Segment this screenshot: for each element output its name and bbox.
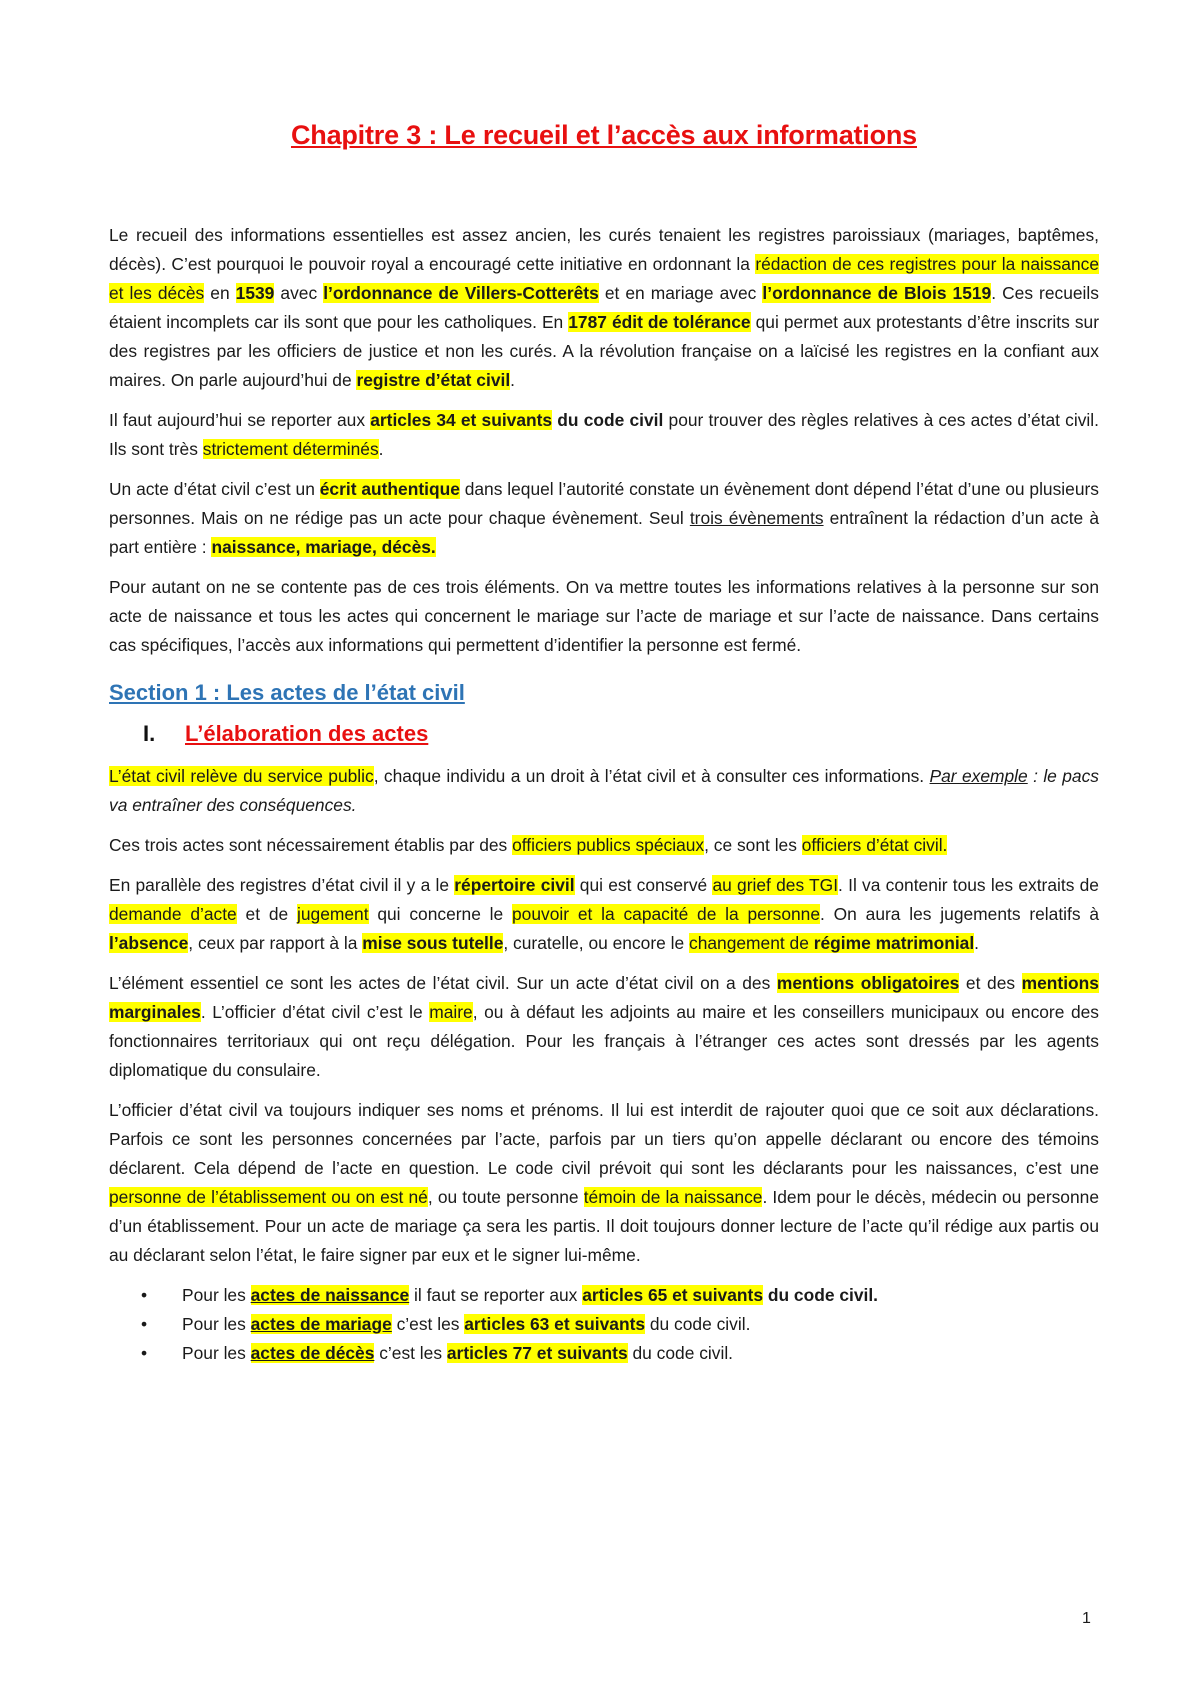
italic-text: : le pacs va entraîner des conséquences. xyxy=(109,766,1099,815)
text: et en mariage avec xyxy=(598,283,763,303)
italic-underlined-text: Par exemple xyxy=(929,766,1028,786)
section-heading: Section 1 : Les actes de l’état civil xyxy=(109,680,465,705)
text: du code civil. xyxy=(627,1343,734,1363)
highlight-bold: mentions marginales xyxy=(109,973,1099,1022)
highlight: demande d’acte xyxy=(109,904,237,924)
highlight-bold: écrit authentique xyxy=(319,479,460,499)
text: . xyxy=(378,439,384,459)
chapter-title: Chapitre 3 : Le recueil et l’accès aux informations xyxy=(290,120,917,150)
text: En parallèle des registres d’état civil il y a le xyxy=(109,875,455,895)
highlight: maire xyxy=(429,1002,473,1022)
highlight: L’état civil relève du service public xyxy=(109,766,374,786)
document-body xyxy=(109,120,1099,1368)
highlight: jugement xyxy=(296,904,369,924)
subsection-title: L’élaboration des actes xyxy=(185,721,429,746)
list-item xyxy=(109,1281,1099,1310)
text: . xyxy=(974,933,980,953)
subsection-heading xyxy=(109,716,1099,752)
text: L’élément essentiel ce sont les actes de l’état civil. Sur un acte d’état civil on a des xyxy=(109,973,777,993)
highlight-bold: mentions obligatoires xyxy=(776,973,960,993)
highlight-bold: articles 65 et suivants xyxy=(582,1285,763,1305)
paragraph-content: Pour autant on ne se contente pas de ces trois éléments. On va mettre toutes les informations relatives à la personne sur son acte de naissance et tous les actes qui concernent le mariage sur l’acte de mariage et sur l’acte de naissance. Dans certains cas spécifiques, l’accès aux informations qui permettent d’identifier la personne est fermé. xyxy=(109,577,1099,655)
paragraph-mentions xyxy=(109,969,1099,1085)
highlight-bold: actes de naissance xyxy=(250,1285,410,1305)
text: Il faut aujourd’hui se reporter aux xyxy=(109,410,371,430)
highlight-bold: l’ordonnance de Blois 1519 xyxy=(762,283,992,303)
highlight-bold: registre d’état civil xyxy=(356,370,511,390)
text: , curatelle, ou encore le xyxy=(503,933,689,953)
highlight-bold: l’absence xyxy=(109,933,189,953)
list-item xyxy=(109,1310,1099,1339)
bullet-icon: • xyxy=(141,1314,148,1334)
text: qui concerne le xyxy=(368,904,512,924)
highlight: personne de l’établissement ou on est né xyxy=(109,1187,428,1207)
highlight-bold: régime matrimonial xyxy=(813,933,975,953)
text: du code civil. xyxy=(645,1314,751,1334)
paragraph-history xyxy=(109,221,1099,395)
text: il faut se reporter aux xyxy=(409,1285,583,1305)
paragraph-officiers xyxy=(109,831,1099,860)
paragraph-definition xyxy=(109,475,1099,562)
bold-text: du code civil xyxy=(552,410,664,430)
text: Un acte d’état civil c’est un xyxy=(109,479,320,499)
text: Ces trois actes sont nécessairement établis par des xyxy=(109,835,513,855)
text: Pour les xyxy=(182,1343,251,1363)
highlight-bold: naissance, mariage, décès. xyxy=(211,537,436,557)
highlight-bold: articles 77 et suivants xyxy=(446,1343,628,1363)
highlight: rédaction de ces registres pour la naissance et les décès xyxy=(109,254,1099,303)
text: c’est les xyxy=(391,1314,465,1334)
underlined-text: trois évènements xyxy=(689,508,824,528)
highlight: changement de xyxy=(689,933,814,953)
paragraph-repertoire xyxy=(109,871,1099,958)
highlight-bold: actes de mariage xyxy=(250,1314,392,1334)
paragraph-service-public xyxy=(109,762,1099,820)
paragraph-code-civil xyxy=(109,406,1099,464)
list-item xyxy=(109,1339,1099,1368)
bullet-icon: • xyxy=(141,1343,148,1363)
highlight-bold: articles 34 et suivants xyxy=(370,410,553,430)
highlight-bold: répertoire civil xyxy=(454,875,575,895)
text: . On aura les jugements relatifs à xyxy=(820,904,1100,924)
text: , ce sont les xyxy=(704,835,802,855)
paragraph-declarants xyxy=(109,1096,1099,1270)
text: et des xyxy=(959,973,1022,993)
highlight-bold: articles 63 et suivants xyxy=(464,1314,646,1334)
text: . Idem pour le décès, médecin ou personne d’un établissement. Pour un acte de mariage ça sera les partis. Il doit toujours donner lecture de l’acte qu’il rédige aux partis ou au déclarant selon l’état, le faire signer par eux et le signer lui-même. xyxy=(109,1187,1099,1265)
text: . L’officier d’état civil c’est le xyxy=(200,1002,430,1022)
articles-list xyxy=(109,1281,1099,1368)
text: , ou à défaut les adjoints au maire et les conseillers municipaux ou encore des fonctionnaires territoriaux qui ont reçu délégation. Pour les français à l’étranger ces actes sont dressés par les agents diplomatique du consulaire. xyxy=(109,1002,1099,1080)
text: et de xyxy=(236,904,297,924)
text: pour trouver des règles relatives à ces actes d’état civil. Ils sont très xyxy=(109,410,1099,459)
text: dans lequel l’autorité constate un évènement dont dépend l’état d’une ou plusieurs personnes. Mais on ne rédige pas un acte pour chaque évènement. Seul xyxy=(109,479,1099,528)
text: , ceux par rapport à la xyxy=(188,933,363,953)
text: . xyxy=(510,370,515,390)
highlight: officiers d’état civil. xyxy=(801,835,948,855)
text: Le recueil des informations essentielles est assez ancien, les curés tenaient les registres paroissiaux (mariages, baptêmes, décès). C’est pourquoi le pouvoir royal a encouragé cette initiative en ordonnant la xyxy=(109,225,1099,274)
text: qui permet aux protestants d’être inscrits sur des registres par les officiers de justice et non les curés. A la révolution française on a laïcisé les registres en la confiant aux maires. On parle aujourd’hui de xyxy=(109,312,1100,390)
bullet-icon: • xyxy=(141,1285,148,1305)
bold-text: du code civil. xyxy=(763,1285,879,1305)
highlight: officiers publics spéciaux xyxy=(512,835,705,855)
page-number: 1 xyxy=(1082,1610,1091,1627)
text: L’officier d’état civil va toujours indiquer ses noms et prénoms. Il lui est interdit de rajouter quoi que ce soit aux déclarations. Parfois ce sont les personnes concernées par l’acte, parfois par un tiers qu’on appelle déclarant ou encore des témoins déclarent. Cela dépend de l’acte en question. Le code civil prévoit qui sont les déclarants pour les naissances, c’est une xyxy=(109,1100,1099,1178)
text: , ou toute personne xyxy=(427,1187,584,1207)
highlight-bold: actes de décès xyxy=(250,1343,375,1363)
text: entraînent la rédaction d’un acte à part entière : xyxy=(109,508,1099,557)
text: . Il va contenir tous les extraits de xyxy=(838,875,1099,895)
highlight: strictement déterminés xyxy=(202,439,379,459)
highlight-bold: 1787 édit de tolérance xyxy=(568,312,751,332)
text: Pour les xyxy=(182,1314,251,1334)
highlight-bold: l’ordonnance de Villers-Cotterêts xyxy=(323,283,599,303)
text: c’est les xyxy=(374,1343,447,1363)
subsection-number: I. xyxy=(143,721,156,746)
text: avec xyxy=(274,283,324,303)
text: . Ces recueils étaient incomplets car ils sont que pour les catholiques. En xyxy=(109,283,1099,332)
highlight: pouvoir et la capacité de la personne xyxy=(512,904,821,924)
highlight: témoin de la naissance xyxy=(583,1187,763,1207)
text: en xyxy=(204,283,236,303)
highlight-bold: mise sous tutelle xyxy=(362,933,504,953)
highlight: au grief des TGI xyxy=(712,875,839,895)
text: , chaque individu a un droit à l’état civil et à consulter ces informations. xyxy=(373,766,930,786)
highlight-bold: 1539 xyxy=(235,283,275,303)
text: qui est conservé xyxy=(574,875,713,895)
text: Pour les xyxy=(182,1285,251,1305)
